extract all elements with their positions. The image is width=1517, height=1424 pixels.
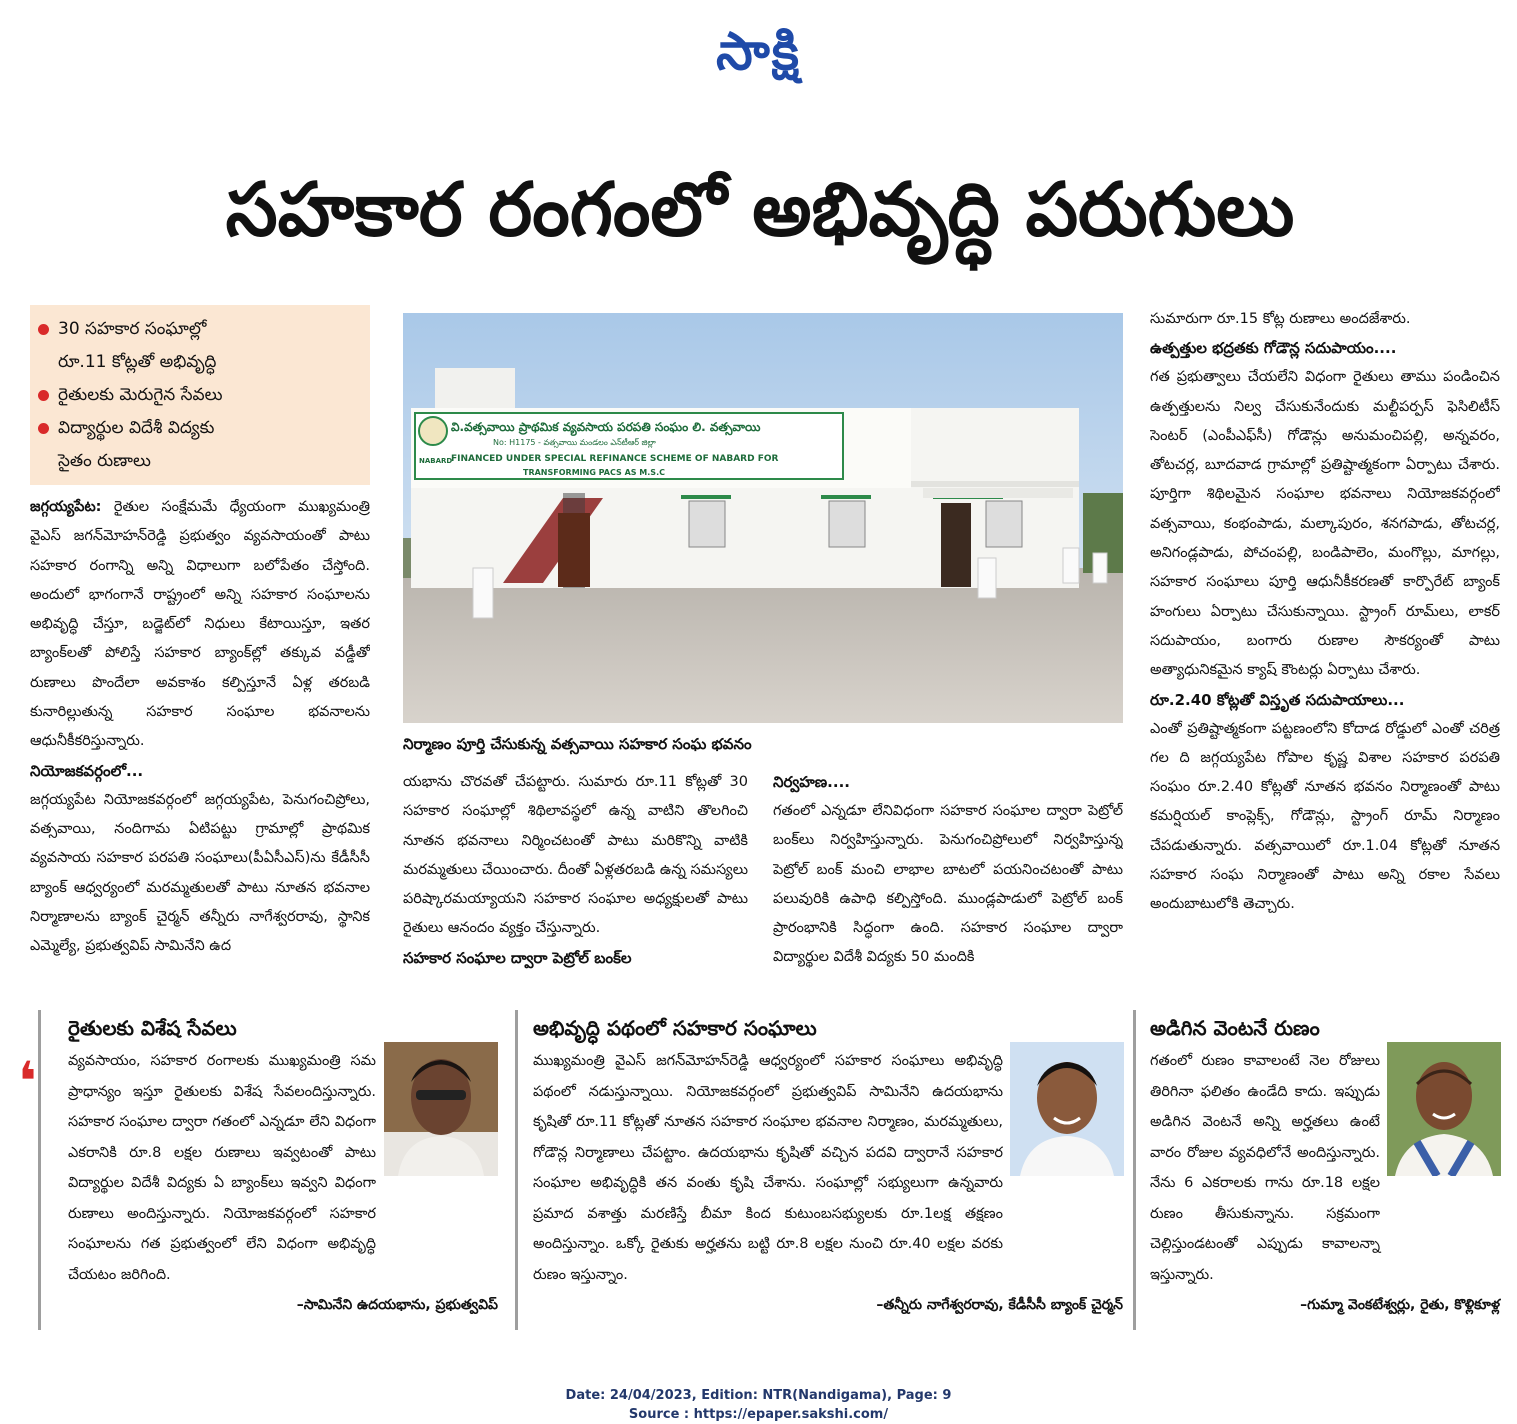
quote-1-text: వ్యవసాయం, సహకార రంగాలకు ముఖ్యమంత్రి సమ ప్రాధాన్యం ఇస్తూ రైతులకు విశేష సేవలందిస్తున్నారు. సహకార సంఘాల ద్వారా గతంలో ఎన్నడూ లేని విధంగా ఎకరానికి రూ.8 లక్షల రుణాలు ఇవ్వటంతో పాటు విద్యార్థుల విదేశీ విద్యకు ఏ బ్యాంక్‌లు ఇవ్వని విధంగా రుణాలు అందిస్తున్నారు. నియోజకవర్గంలో సహకార సంఘాలను గత ప్రభుత్వంలో లేని విధంగా అభివృద్ధి చేయటం జరిగింది. <box>68 1053 376 1283</box>
quote-3-text: గతంలో రుణం కావాలంటే నెల రోజులు తిరిగినా ఫలితం ఉండేది కాదు. ఇప్పుడు అడిగిన వెంటనే అన్ని అర్హతలు ఉంటే వారం రోజుల వ్యవధిలోనే అందిస్తున్నారు. నేను 6 ఎకరాలకు గాను రూ.18 లక్షల రుణం తీసుకున్నాను. సక్రమంగా చెల్లిస్తుండటంతో ఎప్పుడు కావాలన్నా ఇస్తున్నారు. <box>1150 1053 1380 1283</box>
body-text: యభాను చొరవతో చేపట్టారు. సుమారు రూ.11 కోట్లతో 30 సహకార సంఘాల్లో శిథిలావస్థలో ఉన్న వాటిని తొలగించి నూతన భవనాలు నిర్మించటంతో పాటు మరికొన్ని వాటికి మరమ్మతులు చేయించారు. దీంతో ఏళ్లతరబడి ఉన్న సమస్యలు పరిష్కారమయ్యాయని సహకార సంఘాల అధ్యక్షులతో పాటు రైతులు ఆనందం వ్యక్తం చేస్తున్నారు. <box>403 774 748 937</box>
footer-date: Date: 24/04/2023, Edition: NTR(Nandigama), Page: 9 <box>565 1388 952 1403</box>
quote-2-text: ముఖ్యమంత్రి వైఎస్ జగన్‌మోహన్‌రెడ్డి ఆధ్వర్యంలో సహకార సంఘాలు అభివృద్ధి పథంలో నడుస్తున్నాయి. నియోజకవర్గంలో ప్రభుత్వవిప్ సామినేని ఉదయభాను కృషితో రూ.11 కోట్లతో నూతన సహకార సంఘాల భవనాల నిర్మాణం, మరమ్మతులు, గోడౌన్ల నిర్మాణాలు చేపట్టాం. ఉదయభాను కృషితో వచ్చిన పదవి ద్వారానే సహకార సంఘాల అభివృద్ధికి తన వంతు కృషి చేశాను. సంఘాల్లో సభ్యులుగా ఉన్నవారు ప్రమాద వశాత్తు మరణిస్తే బీమా కింద కుటుంబసభ్యులకు రూ.1లక్ష తక్షణం అందిస్తున్నాం. ఒక్కో రైతుకు అర్హతను బట్టి రూ.8 లక్షల నుంచి రూ.40 లక్షల వరకు రుణం ఇస్తున్నాం. <box>533 1053 1003 1283</box>
highlight-item: రైతులకు మెరుగైన సేవలు <box>30 379 370 412</box>
quote-1-title: రైతులకు విశేష సేవలు <box>68 1016 237 1040</box>
article-column-1 <box>30 493 370 1003</box>
quote-2-title: అభివృద్ధి పథంలో సహకార సంఘాలు <box>533 1016 817 1040</box>
subheading: సహకార సంఘాల ద్వారా పెట్రోల్ బంక్‌ల <box>403 948 632 967</box>
dateline: జగ్గయ్యపేట: <box>30 499 102 515</box>
sign-english-2: TRANSFORMING PACS AS M.S.C <box>523 468 665 477</box>
subheading: నిర్వహణ.... <box>773 773 850 791</box>
body-text: ఎంతో ప్రతిష్టాత్మకంగా పట్టణంలోని కోదాడ రోడ్డులో ఎంతో చరిత్ర గల ది జగ్గయ్యపేట గోపాల కృష్ణ విశాల సహకార పరపతి సంఘం రూ.2.40 కోట్లతో నూతన భవనం నిర్మాణంతో పాటు కమర్షియల్ కాంప్లెక్స్, గోడౌన్లు, స్ట్రాంగ్ రూమ్ నిర్మాణం చేపడుతున్నారు. వత్సవాయిలో రూ.1.04 కోట్లతో నూతన సహకార సంఘ నిర్మాణంతో పాటు అన్ని రకాల సేవలు అందుబాటులోకి తెచ్చారు. <box>1150 720 1500 913</box>
article-column-4 <box>1150 305 1500 1000</box>
highlight-item-cont: సైతం రుణాలు <box>58 451 151 471</box>
body-text: జగ్గయ్యపేట నియోజకవర్గంలో జగ్గయ్యపేట, పెనుగంచిప్రోలు, వత్సవాయి, నందిగామ ఏటిపట్టు గ్రామాల్లో ప్రాథమిక వ్యవసాయ సహకార పరపతి సంఘాలు(పీఏసీఎస్)ను కేడీసీసీ బ్యాంక్ ఆధ్వర్యంలో మరమ్మతులతో పాటు నూతన భవనాల నిర్మాణాలను బ్యాంక్ చైర్మన్ తన్నీరు నాగేశ్వరరావు, స్థానిక ఎమ్మెల్యే, ప్రభుత్వవిప్ సామినేని ఉద <box>30 791 370 955</box>
body-text: గత ప్రభుత్వాలు చేయలేని విధంగా రైతులు తాము పండించిన ఉత్పత్తులను నిల్వ చేసుకునేందుకు మల్టీపర్పస్ ఫెసిలిటీస్ సెంటర్ (ఎంపీఎఫ్‌సీ) గోడౌన్లు అనుమంచిపల్లి, అన్నవరం, తోటచర్ల, బూదవాడ గ్రామాల్లో ప్రతిష్టాత్మకంగా ఏర్పాటు చేశారు. పూర్తిగా శిథిలమైన సంఘాల భవనాలు నియోజకవర్గంలో వత్సవాయి, కంభంపాడు, మల్కాపురం, శనగపాడు, తోటచర్ల, అనిగండ్లపాడు, పోచంపల్లి, బండిపాలెం, మంగొల్లు, మాగల్లు, సహకార సంఘాలు పూర్తి ఆధునీకీకరణతో కార్పొరేట్ బ్యాంక్ హంగులు ఏర్పాటు చేసుకున్నాయి. స్ట్రాంగ్ రూమ్‌లు, లాకర్ సదుపాయం, బంగారు రుణాల సౌకర్యంతో పాటు అత్యాధునికమైన క్యాష్ కౌంటర్లు ఏర్పాటు చేశారు. <box>1150 369 1500 679</box>
quote-3-title: అడిగిన వెంటనే రుణం <box>1150 1016 1320 1040</box>
building-photo <box>403 313 1123 723</box>
quote-2-attribution: –తన్నీరు నాగేశ్వరరావు, కేడీసీసీ బ్యాంక్ చైర్మన్ <box>876 1297 1123 1313</box>
body-text: గతంలో ఎన్నడూ లేనివిధంగా సహకార సంఘాల ద్వారా పెట్రోల్ బంక్‌లు నిర్వహిస్తున్నారు. పెనుగంచిప్రోలులో నిర్వహిస్తున్న పెట్రోల్ బంక్ మంచి లాభాల బాటలో పయనించటంతో పాటు పలువురికి ఉపాధి కల్పిస్తోంది. ముండ్లపాడులో పెట్రోల్ బంక్ ప్రారంభానికి సిద్ధంగా ఉంది. సహకార సంఘాల ద్వారా విద్యార్థుల విదేశీ విద్యకు 50 మందికి <box>773 803 1123 966</box>
highlight-item: విద్యార్థుల విదేశీ విద్యకు <box>30 412 370 445</box>
masthead-title: సాక్షి <box>716 22 801 82</box>
subheading: రూ.2.40 కోట్లతో విస్తృత సదుపాయాలు... <box>1150 690 1405 709</box>
bullet-icon <box>38 390 49 401</box>
article-column-3 <box>773 768 1123 998</box>
sign-registration: No: H1175 - వత్సవాయి మండలం ఎన్‌టీఆర్ జిల్లా <box>493 438 656 447</box>
highlights-box <box>30 305 370 485</box>
divider-3 <box>1133 1010 1136 1330</box>
photo-caption: నిర్మాణం పూర్తి చేసుకున్న వత్సవాయి సహకార సంఘ భవనం <box>403 735 752 753</box>
quote-1-attribution: –సామినేని ఉదయభాను, ప్రభుత్వవిప్ <box>296 1297 498 1313</box>
sign-logo: NABARD <box>419 457 453 465</box>
portrait-udayabhanu <box>384 1042 498 1176</box>
article-column-2 <box>403 768 748 998</box>
divider-2 <box>515 1010 518 1330</box>
masthead-logo <box>0 22 1517 92</box>
headline: సహకార రంగంలో అభివృద్ధి పరుగులు <box>225 167 1295 253</box>
footer-source[interactable]: Source : https://epaper.sakshi.com/ <box>628 1407 889 1422</box>
sign-english: FINANCED UNDER SPECIAL REFINANCE SCHEME OF NABARD FOR <box>451 454 779 464</box>
portrait-nageswararao <box>1010 1042 1124 1176</box>
highlight-item-cont: రూ.11 కోట్లతో అభివృద్ధి <box>58 352 217 372</box>
bullet-icon <box>38 423 49 434</box>
portrait-venkateswarlu <box>1387 1042 1501 1176</box>
divider-1 <box>38 1010 41 1330</box>
body-text: రైతుల సంక్షేమమే ధ్యేయంగా ముఖ్యమంత్రి వైఎస్ జగన్‌మోహన్‌రెడ్డి ప్రభుత్వం వ్యవసాయంతో పాటు సహకార రంగాన్ని అన్ని విధాలుగా బలోపేతం చేస్తోంది. అందులో భాగంగానే రాష్ట్రంలో అన్ని సహకార సంఘాలను అభివృద్ధి చేస్తూ, బడ్జెట్‌లో నిధులు కేటాయిస్తూ, ఇతర బ్యాంక్‌లతో పోలిస్తే సహకార బ్యాంక్‌ల్లో తక్కువ వడ్డీతో రుణాలు పొందేలా అవకాశం కల్పిస్తూనే ఏళ్ల తరబడి కునారిల్లుతున్న సహకార సంఘాల భవనాలను ఆధునీకీకరిస్తున్నారు. <box>30 499 370 750</box>
body-text: సుమారుగా రూ.15 కోట్ల రుణాలు అందజేశారు. <box>1150 311 1411 327</box>
subheading: ఉత్పత్తుల భద్రతకు గోడౌన్ల సదుపాయం.... <box>1150 339 1397 358</box>
quote-3-attribution: –గుమ్మా వెంకటేశ్వర్లు, రైతు, కొళ్లికూళ్ల <box>1300 1297 1500 1313</box>
footer <box>0 1386 1517 1424</box>
subheading: నియోజకవర్గంలో... <box>30 761 144 780</box>
highlight-item: 30 సహకార సంఘాల్లో <box>30 313 370 346</box>
sign-telugu: వి.వత్సవాయి ప్రాథమిక వ్యవసాయ పరపతి సంఘం లి. వత్సవాయి <box>451 420 761 434</box>
quote-icon: ❛ <box>18 1050 37 1113</box>
bullet-icon <box>38 324 49 335</box>
